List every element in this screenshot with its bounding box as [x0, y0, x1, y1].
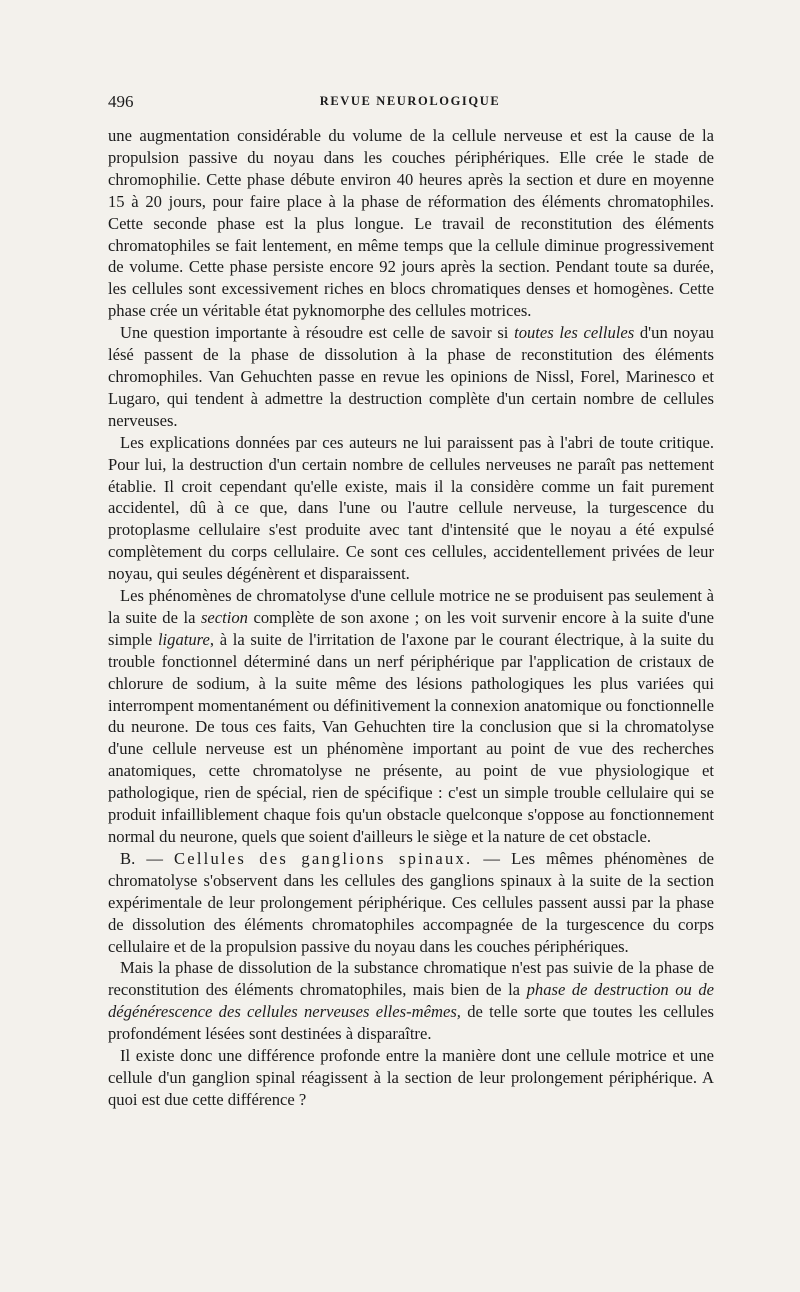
paragraph-p5 [108, 848, 714, 958]
italic-text: toutes les cellules [514, 323, 635, 343]
paragraph-p4 [108, 585, 714, 848]
text-segment: — Les mêmes phénomènes de chromatolyse s'observent dans les cellules des ganglions spinaux à la suite de la section expérimentale de leur prolongement périphérique. Ces cellules passent aussi par la phase de dissolution des éléments chromatophiles accompagnée de la turgescence du corps cellulaire et de la propulsion passive du noyau dans les couches périphériques. [108, 848, 714, 956]
text-segment: Les phénomènes de chromatolyse d'une cellule motrice ne se produisent pas seulement à la suite de la [108, 586, 714, 627]
text-segment: Une question importante à résoudre est celle de savoir si [120, 323, 515, 343]
page-header [108, 92, 712, 114]
text-segment: Mais la phase de dissolution de la substance chromatique n'est pas suivie de la phase de reconstitution des éléments chromatophiles, mais bien de la [108, 958, 714, 1000]
text-segment: B. — [120, 848, 175, 868]
paragraph-p3 [108, 432, 714, 585]
text-segment: d'un noyau lésé passent de la phase de dissolution à la phase de reconstitution des éléments chromophiles. Van Gehuchten passe en revue les opinions de Nissl, Forel, Marinesco et Lugaro, qui tendent à admettre la destruction complète d'un certain nombre de cellules nerveuses. [108, 323, 714, 430]
section-heading: Cellules des ganglions spinaux. [174, 848, 473, 868]
text-segment: complète de son axone ; on les voit survenir encore à la suite d'une simple [108, 607, 714, 649]
text-segment: de telle sorte que toutes les cellules profondément lésées sont destinées à disparaître. [108, 1002, 714, 1044]
italic-text: ligature [157, 629, 210, 649]
text-segment: une augmentation considérable du volume de la cellule nerveuse et est la cause de la propulsion passive du noyau dans les couches périphériques. Elle crée le stade de chromophilie. Cette phase débute environ 40 heures après la section et dure en moyenne 15 à 20 jours, pour faire place à la phase de réformation des éléments chromatophiles. Cette seconde phase est la plus longue. Le travail de reconstitution des éléments chromatophiles se fait lentement, en même temps que la cellule diminue progressivement de volume. Cette phase persiste encore 92 jours après la section. Pendant toute sa durée, les cellules sont excessivement riches en blocs chromatiques denses et homogènes. Cette phase crée un véritable état pyknomorphe des cellules motrices. [108, 126, 714, 321]
body-text [108, 125, 714, 1111]
paragraph-p1 [108, 125, 714, 322]
italic-text: phase de destruction ou de dégénérescence des cellules nerveuses elles-mêmes, [108, 980, 715, 1022]
paragraph-p6 [108, 957, 714, 1045]
page-number: 496 [108, 92, 134, 111]
text-segment: Il existe donc une différence profonde entre la manière dont une cellule motrice et une cellule d'un ganglion spinal réagissent à la section de leur prolongement périphérique. A quoi est due cette différence ? [108, 1046, 714, 1109]
text-segment: , à la suite de l'irritation de l'axone par le courant électrique, à la suite du trouble fonctionnel déterminé dans un nerf périphérique par l'application de cristaux de chlorure de sodium, à la suite même des lésions pathologiques les plus variées qui interrompent momentanément ou définitivement la connexion anatomique ou fonctionnelle du neurone. De tous ces faits, Van Gehuchten tire la conclusion que si la chromatolyse d'une cellule nerveuse est un phénomène important au point de vue des recherches anatomiques, cette chromatolyse ne présente, au point de vue physiologique et pathologique, rien de spécial, rien de spécifique : c'est un simple trouble cellulaire qui se produit infailliblement chaque fois qu'un obstacle quelconque s'oppose au fonctionnement normal du neurone, quels que soient d'ailleurs le siège et la nature de cet obstacle. [108, 629, 714, 846]
paragraph-p7 [108, 1045, 714, 1111]
running-title: REVUE NEUROLOGIQUE [319, 94, 501, 108]
italic-text: section [200, 607, 248, 627]
paragraph-p2 [108, 322, 714, 432]
text-segment: Les explications données par ces auteurs ne lui paraissent pas à l'abri de toute critique. Pour lui, la destruction d'un certain nombre de cellules nerveuses ne paraît pas nettement établie. Il croit cependant qu'elle existe, mais il la considère comme un fait purement accidentel, dû à ce que, dans l'une ou l'autre cellule nerveuse, la turgescence du protoplasme cellulaire s'est produite avec tant d'intensité que le noyau a été expulsé complètement du corps cellulaire. Ce sont ces cellules, accidentellement privées de leur noyau, qui seules dégénèrent et disparaissent. [108, 432, 714, 584]
